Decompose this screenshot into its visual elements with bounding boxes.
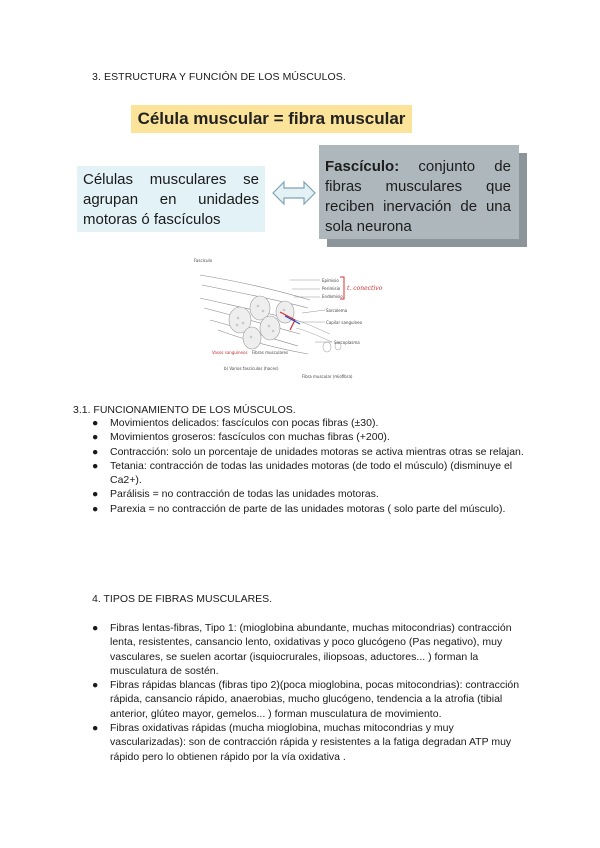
funcionamiento-list <box>92 416 532 516</box>
list-item: ● Movimientos groseros: fascículos con muchas fibras (+200). <box>92 431 390 444</box>
label-endomisio: Endomisio <box>322 294 343 299</box>
celulas-musculares-box: Células musculares se agrupan en unidades motoras ó fascículos <box>77 166 265 232</box>
bullet-icon: ● <box>92 622 99 634</box>
list-item: ● Parexia = no contracción de parte de las unidades motoras ( solo parte del músculo). <box>92 502 506 515</box>
list-item: ● Tetania: contracción de todas las unidades motoras (de todo el músculo) (disminuye el Ca2+). <box>92 459 513 487</box>
label-varios-fasciculos: b) Varios fascículos (haces) <box>224 366 279 371</box>
label-fibra-muscular: Fibra muscular (miofibra) <box>302 374 353 379</box>
list-item: ● Parálisis = no contracción de todas las unidades motoras. <box>92 488 379 501</box>
fasciculo-text: conjunto de fibras musculares que reciben inervación de una sola neurona <box>325 158 511 235</box>
label-sarcoplasma: Sarcoplasma <box>334 340 360 345</box>
list-item: ● Fibras lentas-fibras, Tipo 1: (mioglobina abundante, muchas mitocondrias) contracción lenta, resistentes, cansancio lento, oxidativas y poco glucógeno (Pas negativo), muy vasculares, se suelen acortar (isquiocrurales, iliopsoas, aductores... ) forman la musculatura de sostén. <box>92 622 512 677</box>
label-perimisio: Perimisio <box>322 286 341 291</box>
label-vasos: Vasos sanguíneos <box>212 350 248 355</box>
list-item: ● Contracción: solo un porcentaje de unidades motoras se activa mientras otras se relajan. <box>92 445 524 458</box>
label-epimisio: Epimisio <box>322 278 339 283</box>
bullet-icon: ● <box>92 722 99 735</box>
label-fibras: Fibras musculares <box>252 350 289 355</box>
banner-celula-muscular: Célula muscular = fibra muscular <box>131 105 412 133</box>
section-4-heading: 4. TIPOS DE FIBRAS MUSCULARES. <box>92 593 273 605</box>
bullet-icon: ● <box>92 431 99 444</box>
list-item: ● Movimientos delicados: fascículos con pocas fibras (±30). <box>92 417 379 429</box>
fasciculo-term: Fascículo: <box>325 158 400 175</box>
tipos-fibras-list <box>92 621 524 764</box>
fasciculo-definition-box <box>319 145 519 239</box>
muscle-structure-figure <box>190 250 383 380</box>
bullet-icon: ● <box>92 502 99 515</box>
double-arrow-icon <box>272 180 316 206</box>
label-sarcolema: Sarcolema <box>326 308 348 313</box>
label-fasciculo: Fascículo <box>194 258 213 263</box>
bullet-icon: ● <box>92 459 99 472</box>
label-capilar: Capilar sanguíneo <box>326 320 363 325</box>
bullet-icon: ● <box>92 417 99 429</box>
bullet-icon: ● <box>92 488 99 501</box>
bullet-icon: ● <box>92 445 99 458</box>
label-tendon: t. conectivo <box>347 285 383 292</box>
section-3-heading: 3. ESTRUCTURA Y FUNCIÓN DE LOS MÚSCULOS. <box>92 71 346 83</box>
list-item: ● Fibras rápidas blancas (fibras tipo 2)(poca mioglobina, pocas mitocondrias): contracción rápida, cansancio rápido, anaerobias, mucho glucógeno, tendencia a la atrofia (tibial anterior, glúteo mayor, gemelos... ) forman musculatura de movimiento. <box>92 679 520 720</box>
list-item: ● Fibras oxidativas rápidas (mucha mioglobina, muchas mitocondrias y muy vascularizadas): son de contracción rápida y resistentes a la fatiga degradan ATP muy rápido pero lo obtienen rápido por la vía oxidativa . <box>92 722 512 763</box>
section-3-1-heading: 3.1. FUNCIONAMIENTO DE LOS MÚSCULOS. <box>73 404 296 416</box>
bullet-icon: ● <box>92 679 99 692</box>
